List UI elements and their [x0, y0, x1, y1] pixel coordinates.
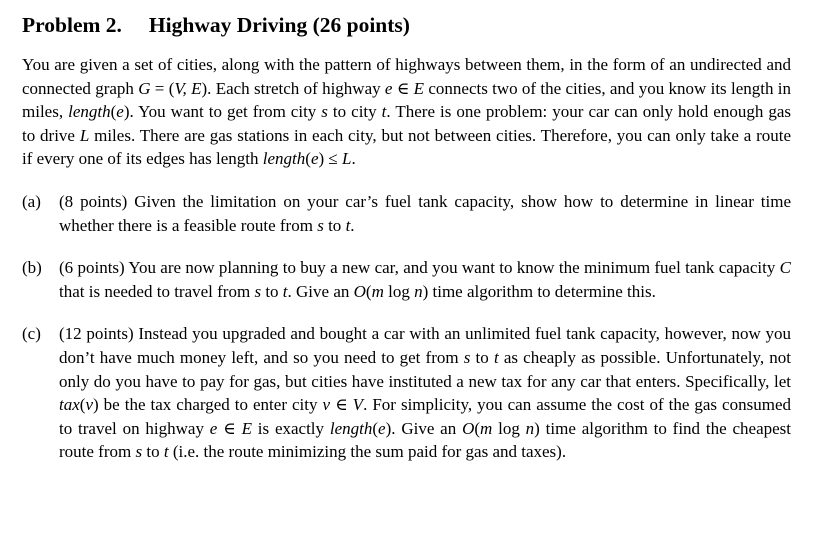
part-b-text: (6 points) You are now planning to buy a new car, and you want to know the minimum fuel tank capacity C that is needed to travel from s to t. Give an O(m log n) time algorithm to determine this.: [59, 258, 791, 301]
part-a: [22, 190, 791, 237]
part-b: [22, 256, 791, 303]
problem-title: [22, 11, 791, 39]
intro-paragraph: You are given a set of cities, along with the pattern of highways between them, in the form of an undirected and connected graph G = (V, E). Each stretch of highway e ∈ E connects two of the cities, and you know its length in miles, length(e). You want to get from city s to city t. There is one problem: your car can only hold enough gas to drive L miles. There are gas stations in each city, but not between cities. Therefore, you can only take a route if every one of its edges has length length(e) ≤ L.: [22, 55, 791, 169]
part-a-label: (a): [22, 191, 41, 211]
problem-number: Problem 2.: [22, 13, 122, 37]
problem-name: Highway Driving (26 points): [148, 13, 410, 37]
part-c-label: (c): [22, 324, 41, 344]
part-c-text: (12 points) Instead you upgraded and bought a car with an unlimited fuel tank capacity, however, now you don’t have much money left, and so you need to get from s to t as cheaply as possible. Unfortunately, not only do you have to pay for gas, but cities have instituted a new tax for any car that enters. Specifically, let tax(v) be the tax charged to enter city v ∈ V. For simplicity, you can assume the cost of the gas consumed to travel on highway e ∈ E is exactly length(e). Give an O(m log n) time algorithm to find the cheapest route from s to t (i.e. the route minimizing the sum paid for gas and taxes).: [59, 324, 791, 462]
part-c: [22, 322, 791, 464]
part-b-label: (b): [22, 258, 42, 278]
part-a-text: (8 points) Given the limitation on your car’s fuel tank capacity, show how to determine in linear time whether there is a feasible route from s to t.: [59, 191, 791, 235]
